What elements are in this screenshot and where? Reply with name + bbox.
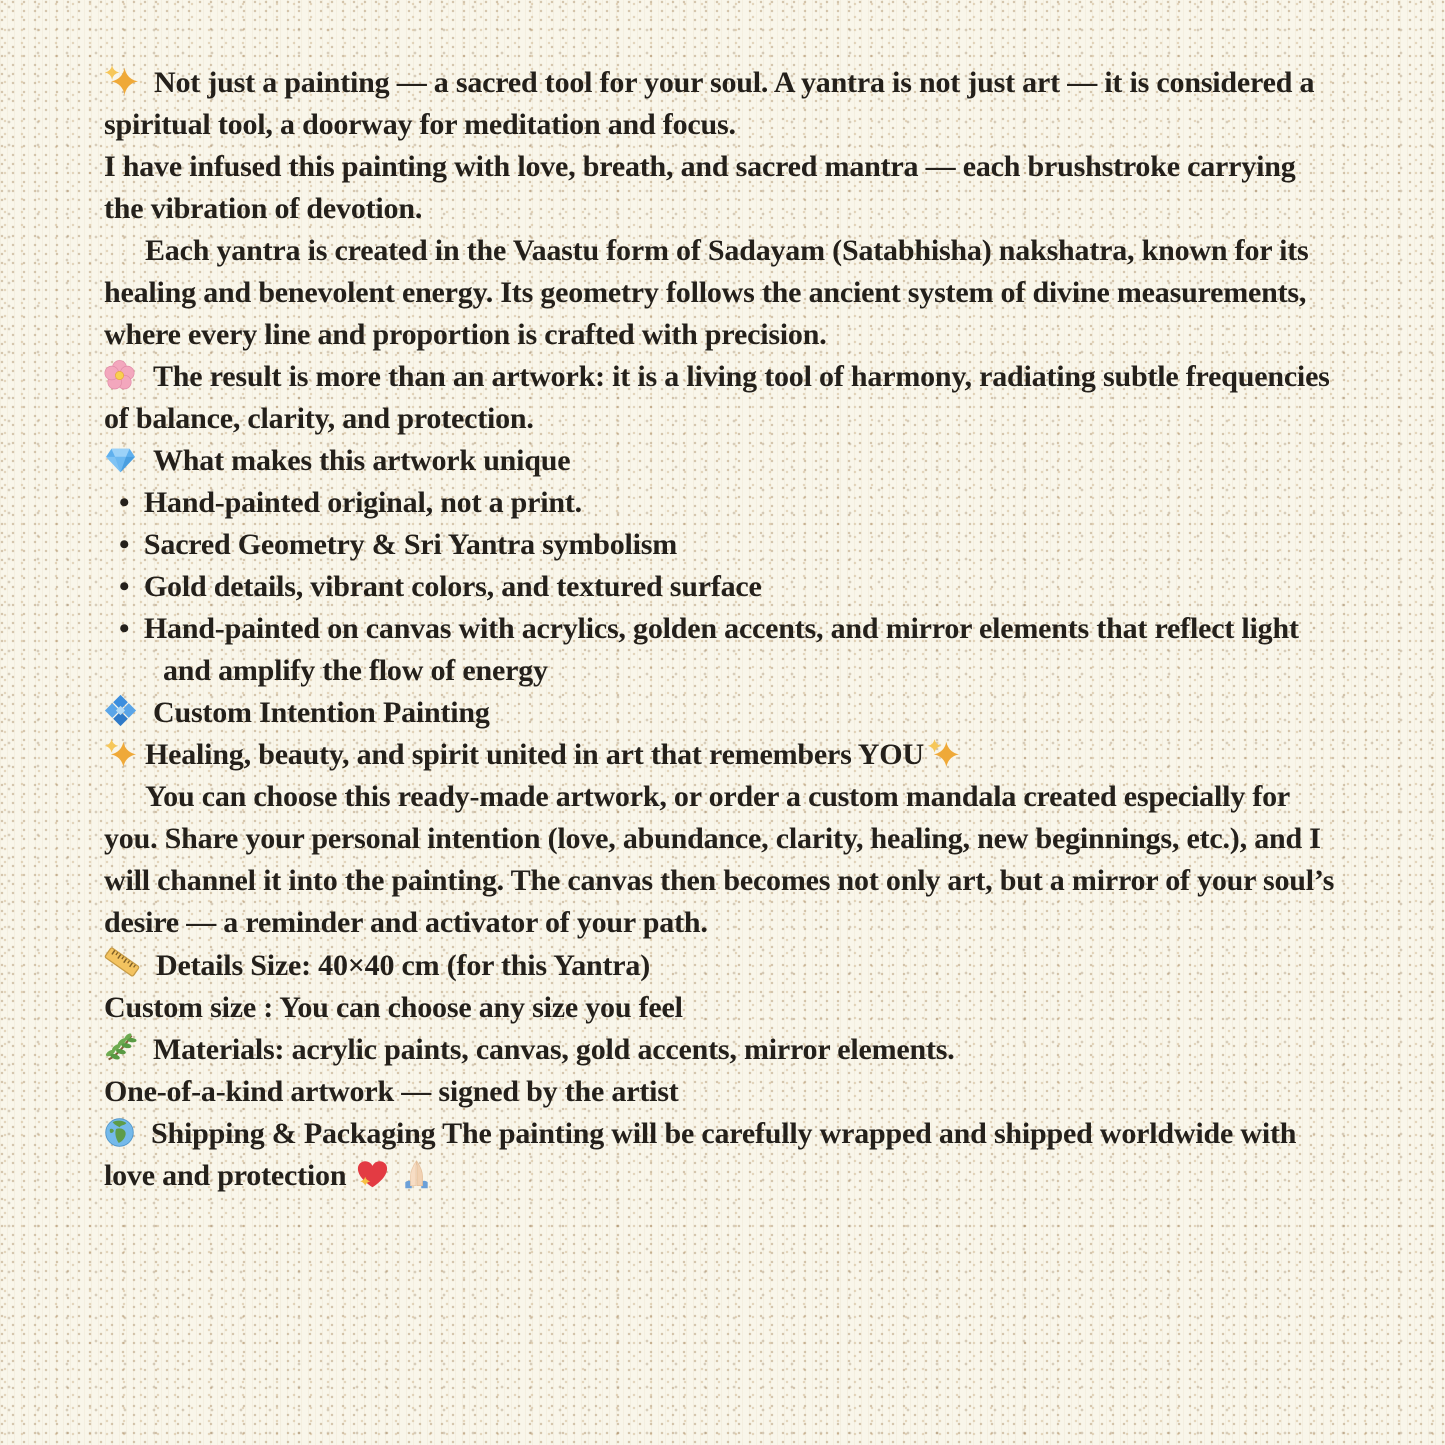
infused-text: I have infused this painting with love, breath, and sacred mantra — each brushstroke carrying the vibration of devotion. [104, 150, 1296, 225]
details-size-text: Details Size: 40×40 cm (for this Yantra) [156, 949, 651, 982]
unique-bullet-list [104, 482, 1340, 692]
custom-size-text: Custom size : You can choose any size you feel [104, 991, 683, 1024]
intro-paragraph [104, 62, 1340, 146]
materials-text: Materials: acrylic paints, canvas, gold accents, mirror elements. [153, 1033, 955, 1066]
signed-text: One-of-a-kind artwork — signed by the artist [104, 1075, 679, 1108]
herb-icon [104, 1031, 137, 1064]
sparkling-heart-icon [356, 1159, 389, 1190]
bullet-item: • Hand-painted original, not a print. [104, 482, 1340, 524]
vaastu-text: Each yantra is created in the Vaastu form of Sadayam (Satabhisha) nakshatra, known for its healing and benevolent energy. Its geometry follows the ancient system of divine measurements, where every line and proportion is crafted with precision. [104, 234, 1309, 351]
custom-body-text: You can choose this ready-made artwork, or order a custom mandala created especially for you. Share your personal intention (love, abundance, clarity, healing, new beginnings, etc.), and I will channel it into the painting. The canvas then becomes not only art, but a mirror of your soul’s desire — a reminder and activator of your path. [104, 780, 1335, 939]
bullet-item: • Hand-painted on canvas with acrylics, golden accents, and mirror elements that reflect light and amplify the flow of energy [104, 608, 1340, 692]
custom-heading [104, 692, 1340, 734]
vaastu-paragraph [104, 230, 1340, 356]
custom-subheading-text: Healing, beauty, and spirit united in art that remembers YOU [145, 738, 924, 771]
custom-subheading [104, 734, 1340, 776]
shipping-paragraph [104, 1113, 1340, 1197]
materials-line [104, 1029, 1340, 1071]
sparkles-icon [927, 738, 959, 769]
result-paragraph [104, 356, 1340, 440]
folded-hands-icon [401, 1159, 432, 1190]
details-size-line [104, 944, 1340, 987]
result-text: The result is more than an artwork: it is a living tool of harmony, radiating subtle frequencies of balance, clarity, and protection. [104, 360, 1330, 435]
infused-paragraph [104, 146, 1340, 230]
globe-europe-africa-icon [104, 1117, 135, 1148]
cherry-blossom-icon [104, 360, 135, 391]
diamond-decoration-icon [104, 694, 137, 727]
straight-ruler-icon [104, 944, 140, 980]
gem-icon [104, 446, 137, 475]
unique-heading [104, 440, 1340, 482]
sparkles-icon [104, 738, 136, 769]
sparkles-icon [104, 64, 138, 97]
intro-text: Not just a painting — a sacred tool for your soul. A yantra is not just art — it is considered a spiritual tool, a doorway for meditation and focus. [104, 66, 1315, 141]
custom-body-paragraph [104, 776, 1340, 944]
unique-heading-text: What makes this artwork unique [153, 444, 571, 477]
custom-heading-text: Custom Intention Painting [153, 696, 490, 729]
bullet-item: • Sacred Geometry & Sri Yantra symbolism [104, 524, 1340, 566]
signed-line [104, 1071, 1340, 1113]
shipping-text: Shipping & Packaging The painting will be carefully wrapped and shipped worldwide with love and protection [104, 1117, 1297, 1192]
bullet-item: • Gold details, vibrant colors, and textured surface [104, 566, 1340, 608]
custom-size-line [104, 987, 1340, 1029]
